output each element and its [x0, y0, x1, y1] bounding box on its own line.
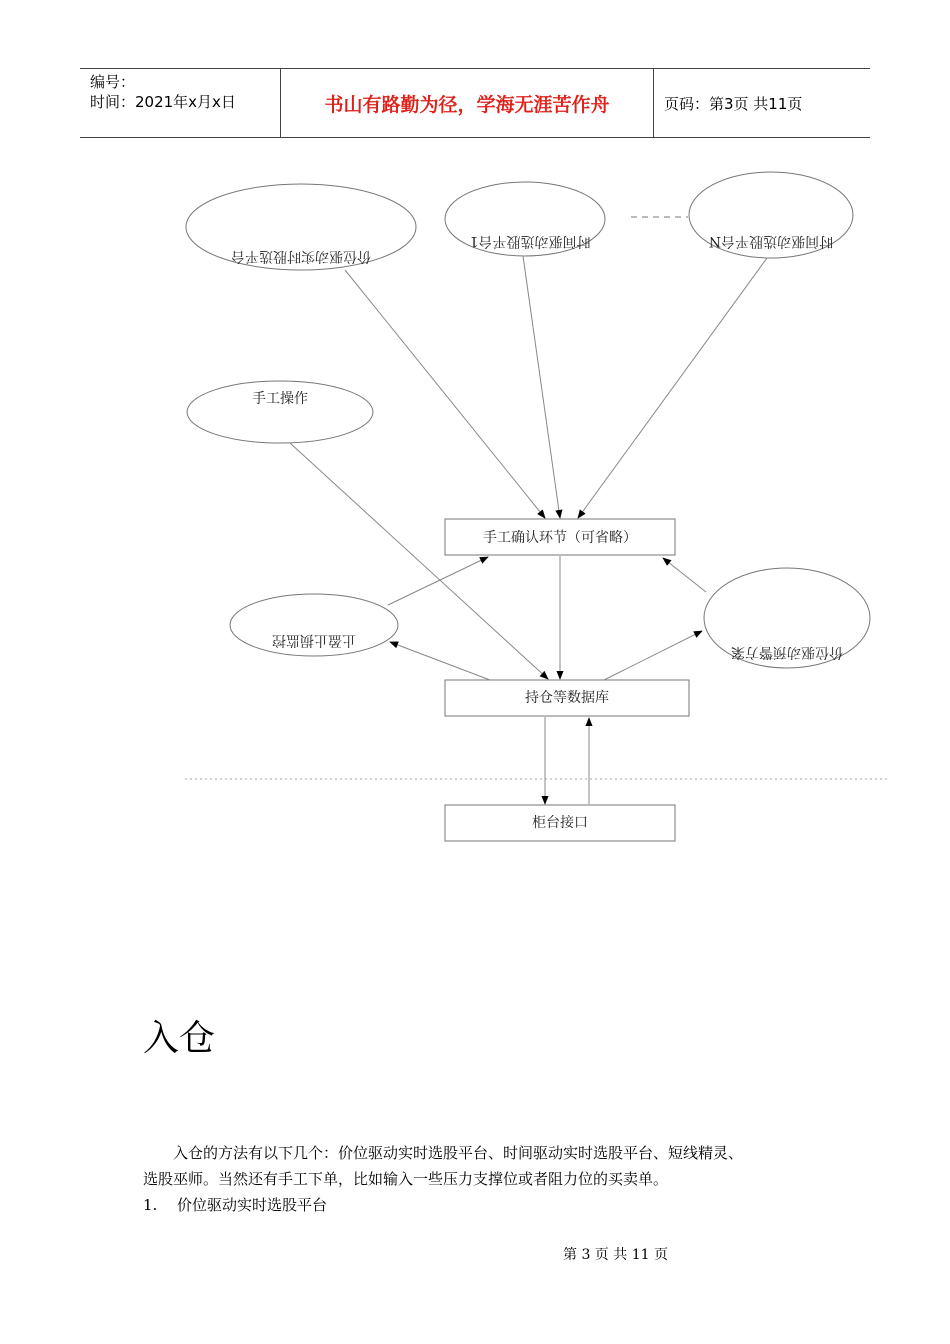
label-time-platform-n: 时间驱动选股平台N	[708, 233, 834, 249]
arrow-price-to-confirm	[345, 270, 545, 518]
arrow-db-to-stoploss	[390, 642, 490, 680]
arrow-db-to-warning	[604, 631, 702, 680]
header-motto: 书山有路勤为径，学海无涯苦作舟	[281, 69, 654, 137]
label-manual-op: 手工操作	[252, 391, 308, 407]
label-price-realtime: 价位驱动实时股选平台	[231, 248, 371, 264]
arrow-time1-to-confirm	[523, 256, 560, 518]
label-stop-loss: 止盈止损监控	[272, 632, 356, 648]
paragraph-line-1: 入仓的方法有以下几个：价位驱动实时选股平台、时间驱动实时选股平台、短线精灵、	[173, 1144, 744, 1162]
header-time: 时间：2021年x月x日	[90, 93, 236, 111]
label-manual-confirm: 手工确认环节（可省略）	[483, 530, 637, 546]
arrow-stoploss-to-confirm	[388, 557, 488, 605]
header-number: 编号：	[90, 73, 136, 91]
paragraph-line-2: 选股巫师。当然还有手工下单，比如输入一些压力支撑位或者阻力位的买卖单。	[143, 1170, 669, 1188]
list-number: 1.	[143, 1196, 158, 1214]
label-positions-db: 持仓等数据库	[525, 690, 609, 706]
arrow-timen-to-confirm	[578, 258, 767, 518]
list-text: 价位驱动实时选股平台	[177, 1196, 328, 1214]
section-title: 入仓	[143, 1018, 216, 1059]
arrow-warning-to-confirm	[663, 558, 706, 592]
label-counter-api: 柜台接口	[532, 815, 588, 831]
list-item	[143, 1192, 843, 1218]
footer-page-number: 第 3 页 共 11 页	[563, 1247, 668, 1263]
label-price-warning: 价位驱动预警方案	[731, 644, 843, 660]
label-time-platform-1: 时间驱动选股平台1	[469, 233, 591, 249]
header-page-info: 页码：第3页 共11页	[664, 94, 803, 113]
